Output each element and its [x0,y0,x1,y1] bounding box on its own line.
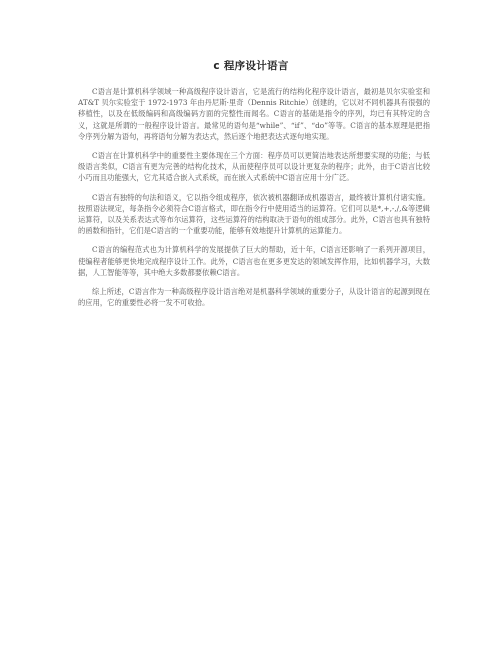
paragraph-5: 综上所述，C语言作为一种高级程序设计语言绝对是机器科学领域的重要分子，从设计语言的起源到现在的应用，它的重要性必将一发不可收拾。 [78,287,430,308]
paragraph-3: C语言有独特的句法和语义，它以指令组成程序，依次被机器翻译成机器语言，最终被计算机付诸实施。按照语法规定，每条指令必须符合C语言格式，即在指令行中使用适当的运算符。它们可以是*,+,-,/,&等逻辑运算符，以及关系表达式等布尔运算符，这些运算符的结构取决于语句的组成部分。此外，C语言也具有独特的函数和指针，它们是C语言的一个重要功能，能够有效地提升计算机的运算能力。 [78,192,430,236]
paragraph-4: C语言的编程范式也为计算机科学的发展提供了巨大的帮助，近十年，C语言还影响了一系列开源项目，使编程者能够更快地完成程序设计工作。此外，C语言也在更多更发达的领域发挥作用，比如机器学习，大数据，人工智能等等，其中绝大多数都要依赖C语言。 [78,245,430,277]
paragraph-2: C语言在计算机科学中的重要性主要体现在三个方面：程序员可以更简洁地表达所想要实现的功能；与低级语言类似，C语言有更为完善的结构化技术，从而使程序员可以设计更复杂的程序；此外，由于C语言比较小巧而且功能强大，它尤其适合嵌入式系统，而在嵌入式系统中C语言应用十分广泛。 [78,151,430,183]
paragraph-1: C语言是计算机科学领域一种高级程序设计语言，它是流行的结构化程序设计语言，最初是贝尔实验室和 AT&T 贝尔实验室于 1972-1973 年由丹尼斯·里奇（Dennis Ritchie）创建的，它以对不同机器具有很强的移植性，以及在低级编码和高级编码方面的完整性而闻名。C语言的基础是指令的序列，均已有其特定的含义，这就是所谓的一般程序设计语言。最常见的语句是“while”、“if”、“do”等等。C语言的基本原理是把指令序列分解为语句，再将语句分解为表达式，然后逐个地把表达式逐句地实现。 [78,87,430,141]
document-body [78,86,430,316]
document-title: c 程序设计语言 [213,60,289,72]
